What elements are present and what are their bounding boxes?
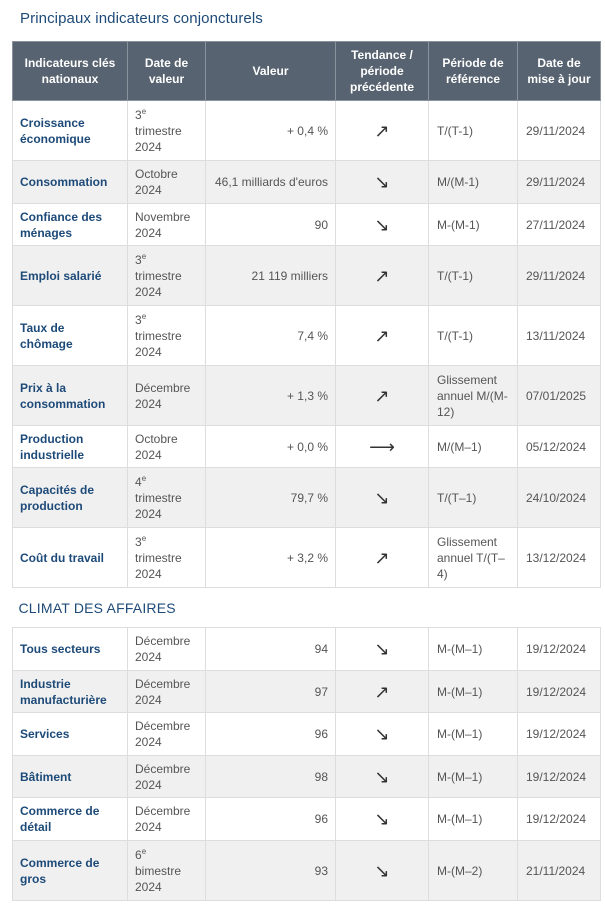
value-date-suffix: e xyxy=(141,473,147,483)
table-row xyxy=(13,306,601,366)
value-date xyxy=(128,468,206,528)
table-row xyxy=(13,528,601,588)
trend-up-arrow-icon: ↗ xyxy=(374,265,390,286)
indicator-label: Coût du travail xyxy=(13,528,128,588)
trend-cell xyxy=(336,756,429,798)
value-date-text: Décembre 2024 xyxy=(135,804,191,834)
value-date xyxy=(128,671,206,713)
update-date: 24/10/2024 xyxy=(518,468,601,528)
indicator-label: Production industrielle xyxy=(13,426,128,468)
indicator-label: Confiance des ménages xyxy=(13,204,128,246)
reference-period: Glissement annuel M/(M-12) xyxy=(429,366,518,426)
update-date: 21/11/2024 xyxy=(518,841,601,901)
value-date-text: Novembre 2024 xyxy=(135,209,191,240)
update-date: 29/11/2024 xyxy=(518,246,601,306)
value-date-suffix: e xyxy=(141,251,147,261)
table-row xyxy=(13,671,601,713)
table-row xyxy=(13,246,601,306)
indicator-value: + 0,4 % xyxy=(206,101,336,161)
trend-cell xyxy=(336,671,429,713)
section-row xyxy=(13,588,601,628)
table-row xyxy=(13,426,601,468)
reference-period: M/(M–1) xyxy=(429,426,518,468)
table-row xyxy=(13,841,601,901)
value-date-number: 3 xyxy=(135,107,142,122)
indicator-value: 7,4 % xyxy=(206,306,336,366)
trend-cell xyxy=(336,628,429,671)
header-trend: Tendance / période précédente xyxy=(336,42,429,101)
value-date-suffix: e xyxy=(141,106,147,116)
trend-cell xyxy=(336,246,429,306)
trend-down-arrow-icon: ↘ xyxy=(374,724,390,744)
reference-period: M-(M–1) xyxy=(429,628,518,671)
indicator-label: Consommation xyxy=(13,161,128,204)
trend-cell xyxy=(336,161,429,204)
table-row xyxy=(13,713,601,756)
reference-period: M/(M-1) xyxy=(429,161,518,204)
value-date-text: bimestre 2024 xyxy=(135,863,182,894)
reference-period: M-(M–1) xyxy=(429,756,518,798)
trend-cell xyxy=(336,841,429,901)
indicators-table xyxy=(12,41,601,901)
indicator-value: 96 xyxy=(206,798,336,841)
value-date-number: 6 xyxy=(135,847,142,862)
trend-cell xyxy=(336,798,429,841)
value-date-text: Décembre 2024 xyxy=(135,676,191,707)
value-date xyxy=(128,101,206,161)
value-date xyxy=(128,204,206,246)
value-date-suffix: e xyxy=(141,311,147,321)
indicator-label: Commerce de détail xyxy=(13,798,128,841)
indicator-label: Commerce de gros xyxy=(13,841,128,901)
trend-flat-arrow-icon: ⟶ xyxy=(369,436,395,457)
trend-down-arrow-icon: ↘ xyxy=(374,766,390,787)
header-update-date: Date de mise à jour xyxy=(518,42,601,101)
indicator-value: 97 xyxy=(206,671,336,713)
header-reference-period: Période de référence xyxy=(429,42,518,101)
indicator-label: Croissance économique xyxy=(13,101,128,161)
update-date: 27/11/2024 xyxy=(518,204,601,246)
indicator-label: Tous secteurs xyxy=(13,628,128,671)
value-date xyxy=(128,366,206,426)
table-row xyxy=(13,798,601,841)
value-date-number: 3 xyxy=(135,252,142,267)
header-indicator: Indicateurs clés nationaux xyxy=(13,42,128,101)
value-date xyxy=(128,841,206,901)
indicator-label: Industrie manufacturière xyxy=(13,671,128,713)
reference-period: M-(M–1) xyxy=(429,671,518,713)
trend-cell xyxy=(336,528,429,588)
update-date: 19/12/2024 xyxy=(518,628,601,671)
value-date xyxy=(128,161,206,204)
value-date xyxy=(128,306,206,366)
trend-cell xyxy=(336,306,429,366)
indicator-label: Taux de chômage xyxy=(13,306,128,366)
value-date-text: Décembre 2024 xyxy=(135,719,191,749)
update-date: 07/01/2025 xyxy=(518,366,601,426)
table-row xyxy=(13,204,601,246)
trend-up-arrow-icon: ↗ xyxy=(374,120,390,141)
table-row xyxy=(13,366,601,426)
table-row xyxy=(13,101,601,161)
page-title: Principaux indicateurs conjoncturels xyxy=(20,10,263,27)
trend-up-arrow-icon: ↗ xyxy=(374,547,390,568)
value-date xyxy=(128,798,206,841)
trend-cell xyxy=(336,468,429,528)
value-date-suffix: e xyxy=(141,846,147,856)
trend-up-arrow-icon: ↗ xyxy=(374,325,390,346)
value-date-text: Décembre 2024 xyxy=(135,380,191,411)
indicator-value: 98 xyxy=(206,756,336,798)
table-row xyxy=(13,628,601,671)
indicator-value: + 0,0 % xyxy=(206,426,336,468)
trend-down-arrow-icon: ↘ xyxy=(374,639,390,659)
indicator-value: 96 xyxy=(206,713,336,756)
trend-down-arrow-icon: ↘ xyxy=(374,809,390,829)
table-header-row xyxy=(13,42,601,101)
indicator-value: 90 xyxy=(206,204,336,246)
update-date: 19/12/2024 xyxy=(518,798,601,841)
reference-period: T/(T-1) xyxy=(429,101,518,161)
reference-period: T/(T-1) xyxy=(429,246,518,306)
update-date: 05/12/2024 xyxy=(518,426,601,468)
indicator-value: 79,7 % xyxy=(206,468,336,528)
trend-up-arrow-icon: ↗ xyxy=(374,385,390,406)
update-date: 29/11/2024 xyxy=(518,161,601,204)
reference-period: M-(M-1) xyxy=(429,204,518,246)
value-date xyxy=(128,756,206,798)
header-value-date: Date de valeur xyxy=(128,42,206,101)
value-date-text: Décembre 2024 xyxy=(135,761,191,792)
indicator-value: 94 xyxy=(206,628,336,671)
table-body xyxy=(13,101,601,901)
reference-period: M-(M–1) xyxy=(429,713,518,756)
indicator-label: Prix à la consommation xyxy=(13,366,128,426)
value-date xyxy=(128,628,206,671)
update-date: 19/12/2024 xyxy=(518,671,601,713)
trend-cell xyxy=(336,426,429,468)
value-date-number: 3 xyxy=(135,312,142,327)
trend-cell xyxy=(336,713,429,756)
value-date xyxy=(128,713,206,756)
reference-period: T/(T-1) xyxy=(429,306,518,366)
section-title: CLIMAT DES AFFAIRES xyxy=(13,588,601,628)
value-date-text: trimestre 2024 xyxy=(135,268,182,299)
update-date: 19/12/2024 xyxy=(518,713,601,756)
value-date xyxy=(128,426,206,468)
value-date-text: trimestre 2024 xyxy=(135,550,182,581)
value-date-text: Octobre 2024 xyxy=(135,431,178,462)
value-date xyxy=(128,528,206,588)
update-date: 29/11/2024 xyxy=(518,101,601,161)
update-date: 13/12/2024 xyxy=(518,528,601,588)
update-date: 19/12/2024 xyxy=(518,756,601,798)
table-row xyxy=(13,161,601,204)
value-date-text: Octobre 2024 xyxy=(135,167,178,197)
indicator-value: + 3,2 % xyxy=(206,528,336,588)
indicator-value: 93 xyxy=(206,841,336,901)
table-row xyxy=(13,756,601,798)
value-date-text: trimestre 2024 xyxy=(135,490,182,521)
trend-down-arrow-icon: ↘ xyxy=(374,172,390,192)
value-date-number: 3 xyxy=(135,534,142,549)
trend-down-arrow-icon: ↘ xyxy=(374,214,390,235)
reference-period: M-(M–1) xyxy=(429,798,518,841)
value-date-number: 4 xyxy=(135,474,142,489)
indicator-label: Capacités de production xyxy=(13,468,128,528)
trend-down-arrow-icon: ↘ xyxy=(374,487,390,508)
indicator-value: + 1,3 % xyxy=(206,366,336,426)
indicator-label: Emploi salarié xyxy=(13,246,128,306)
reference-period: Glissement annuel T/(T–4) xyxy=(429,528,518,588)
value-date-suffix: e xyxy=(141,533,147,543)
value-date-text: trimestre 2024 xyxy=(135,123,182,154)
value-date-text: trimestre 2024 xyxy=(135,328,182,359)
trend-up-arrow-icon: ↗ xyxy=(374,681,390,702)
table-row xyxy=(13,468,601,528)
indicator-value: 21 119 milliers xyxy=(206,246,336,306)
header-value: Valeur xyxy=(206,42,336,101)
indicator-label: Bâtiment xyxy=(13,756,128,798)
trend-cell xyxy=(336,204,429,246)
update-date: 13/11/2024 xyxy=(518,306,601,366)
trend-down-arrow-icon: ↘ xyxy=(374,860,390,881)
reference-period: M-(M–2) xyxy=(429,841,518,901)
reference-period: T/(T–1) xyxy=(429,468,518,528)
indicator-value: 46,1 milliards d'euros xyxy=(206,161,336,204)
trend-cell xyxy=(336,101,429,161)
trend-cell xyxy=(336,366,429,426)
value-date-text: Décembre 2024 xyxy=(135,634,191,664)
value-date xyxy=(128,246,206,306)
indicator-label: Services xyxy=(13,713,128,756)
